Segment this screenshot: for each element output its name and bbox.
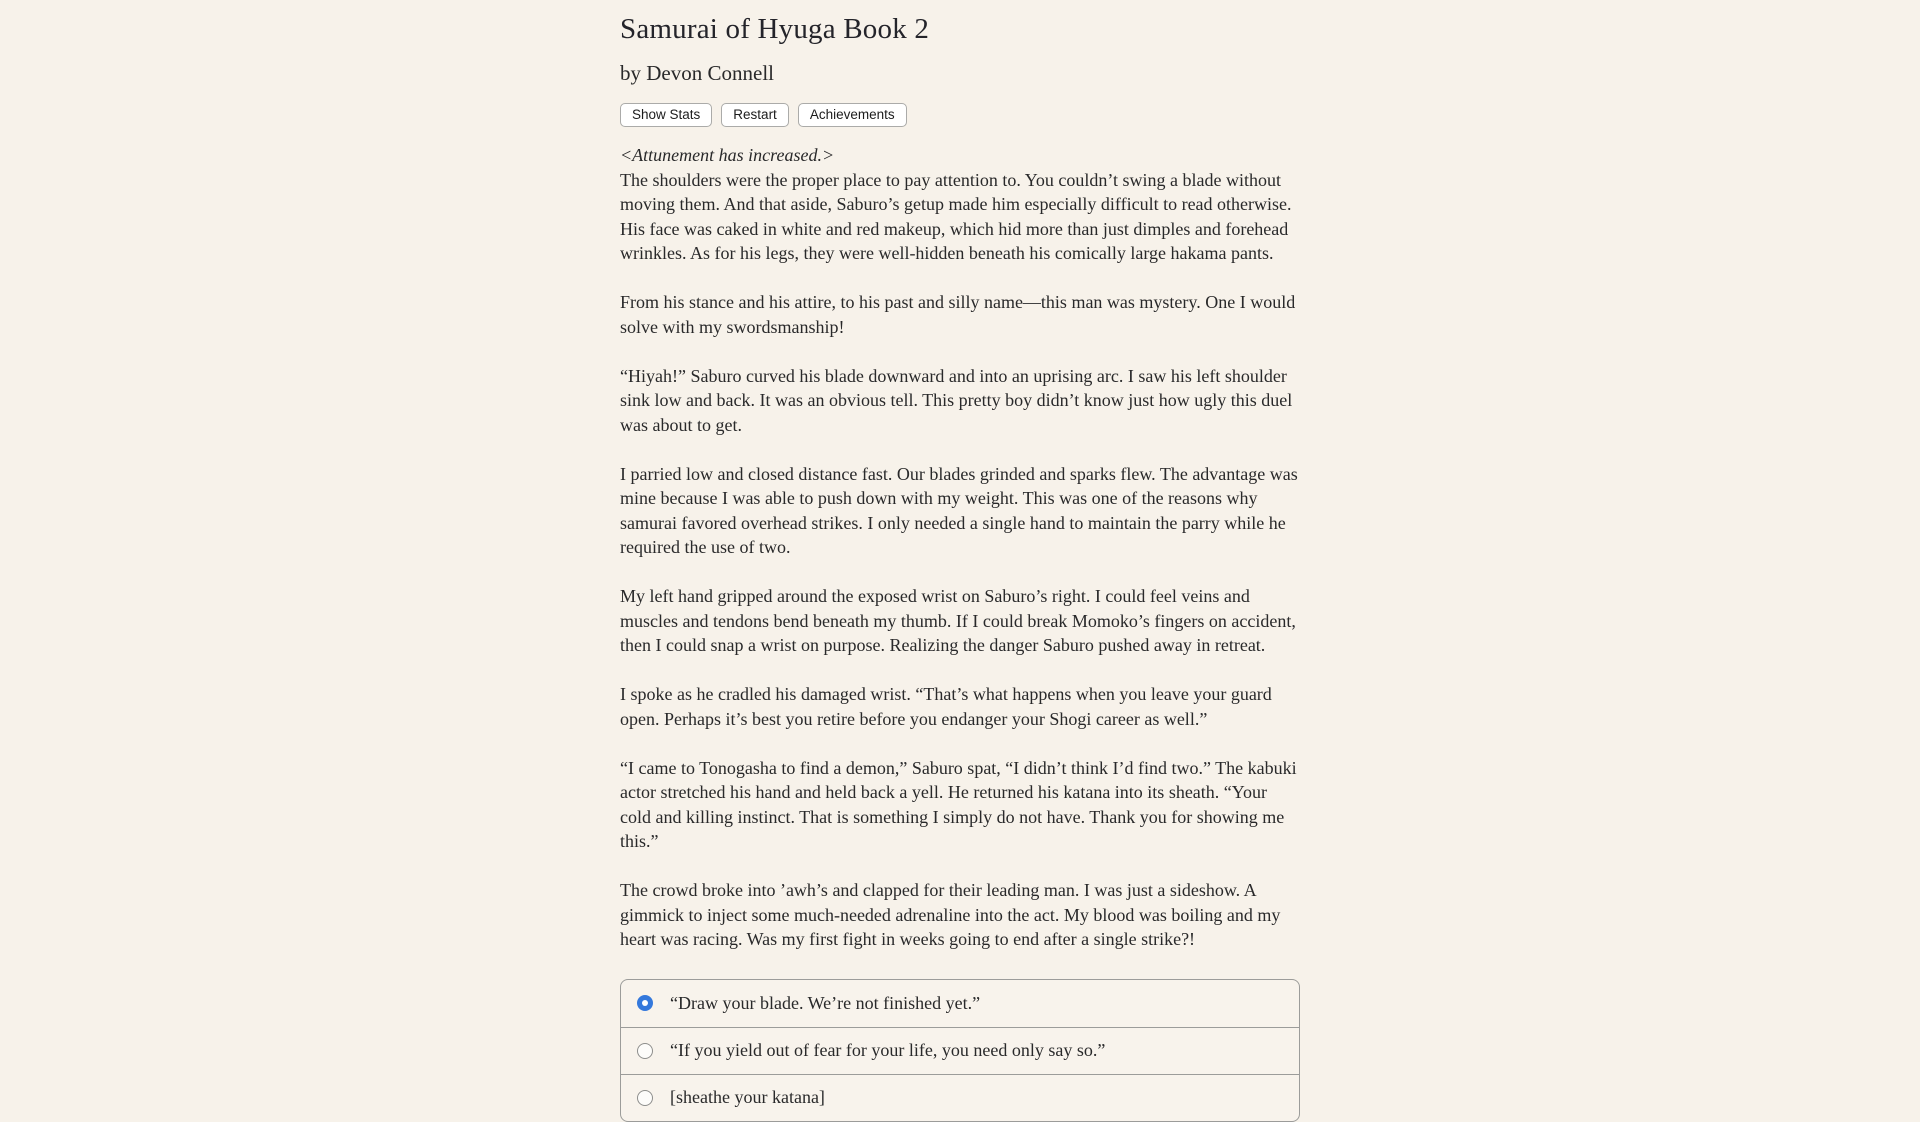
- page-title: Samurai of Hyuga Book 2: [620, 13, 930, 45]
- radio-unselected-icon[interactable]: [637, 1043, 653, 1059]
- author-byline: by Devon Connell: [620, 61, 774, 85]
- choice-label: “If you yield out of fear for your life, you need only say so.”: [670, 1040, 1106, 1060]
- choice-label: [sheathe your katana]: [670, 1087, 825, 1107]
- choice-option-yield-offer[interactable]: [621, 1027, 1299, 1074]
- story-paragraph: “Hiyah!” Saburo curved his blade downward and into an uprising arc. I saw his left shoulder sink low and back. It was an obvious tell. This pretty boy didn’t know just how ugly this duel was about to get.: [620, 365, 1293, 435]
- story-paragraph: My left hand gripped around the exposed wrist on Saburo’s right. I could feel veins and muscles and tendons bend beneath my thumb. If I could break Momoko’s fingers on accident, then I could snap a wrist on purpose. Realizing the danger Saburo pushed away in retreat.: [620, 586, 1296, 655]
- story-paragraph: “I came to Tonogasha to find a demon,” Saburo spat, “I didn’t think I’d find two.” The kabuki actor stretched his hand and held back a yell. He returned his katana into its sheath. “Your cold and killing instinct. That is something I simply do not have. Thank you for showing me this.”: [620, 757, 1297, 851]
- story-text: [620, 143, 1300, 952]
- restart-button[interactable]: Restart: [721, 103, 789, 127]
- choice-option-sheathe-katana[interactable]: [621, 1074, 1299, 1121]
- story-paragraph: From his stance and his attire, to his past and silly name—this man was mystery. One I would solve with my swordsmanship!: [620, 292, 1296, 337]
- choice-option-draw-blade[interactable]: [621, 980, 1299, 1027]
- toolbar: [620, 103, 1300, 127]
- achievements-button[interactable]: Achievements: [798, 103, 907, 127]
- show-stats-button[interactable]: Show Stats: [620, 103, 712, 127]
- radio-selected-icon[interactable]: [637, 995, 653, 1011]
- choice-list: [620, 979, 1300, 1122]
- radio-unselected-icon[interactable]: [637, 1090, 653, 1106]
- story-page: [620, 0, 1300, 1122]
- choice-label: “Draw your blade. We’re not finished yet.”: [670, 992, 981, 1013]
- story-paragraph: I spoke as he cradled his damaged wrist. “That’s what happens when you leave your guard open. Perhaps it’s best you retire before you endanger your Shogi career as well.”: [620, 684, 1272, 729]
- story-paragraph: I parried low and closed distance fast. Our blades grinded and sparks flew. The advantage was mine because I was able to push down with my weight. This was one of the reasons why samurai favored overhead strikes. I only needed a single hand to maintain the parry while he required the use of two.: [620, 463, 1298, 557]
- attunement-notice: <Attunement has increased.>: [620, 145, 835, 165]
- story-paragraph: The crowd broke into ’awh’s and clapped for their leading man. I was just a sideshow. A gimmick to inject some much-needed adrenaline into the act. My blood was boiling and my heart was racing. Was my first fight in weeks going to end after a single strike?!: [620, 880, 1281, 949]
- story-paragraph: The shoulders were the proper place to pay attention to. You couldn’t swing a blade without moving them. And that aside, Saburo’s getup made him especially difficult to read otherwise. His face was caked in white and red makeup, which hid more than just dimples and forehead wrinkles. As for his legs, they were well-hidden beneath his comically large hakama pants.: [620, 169, 1292, 263]
